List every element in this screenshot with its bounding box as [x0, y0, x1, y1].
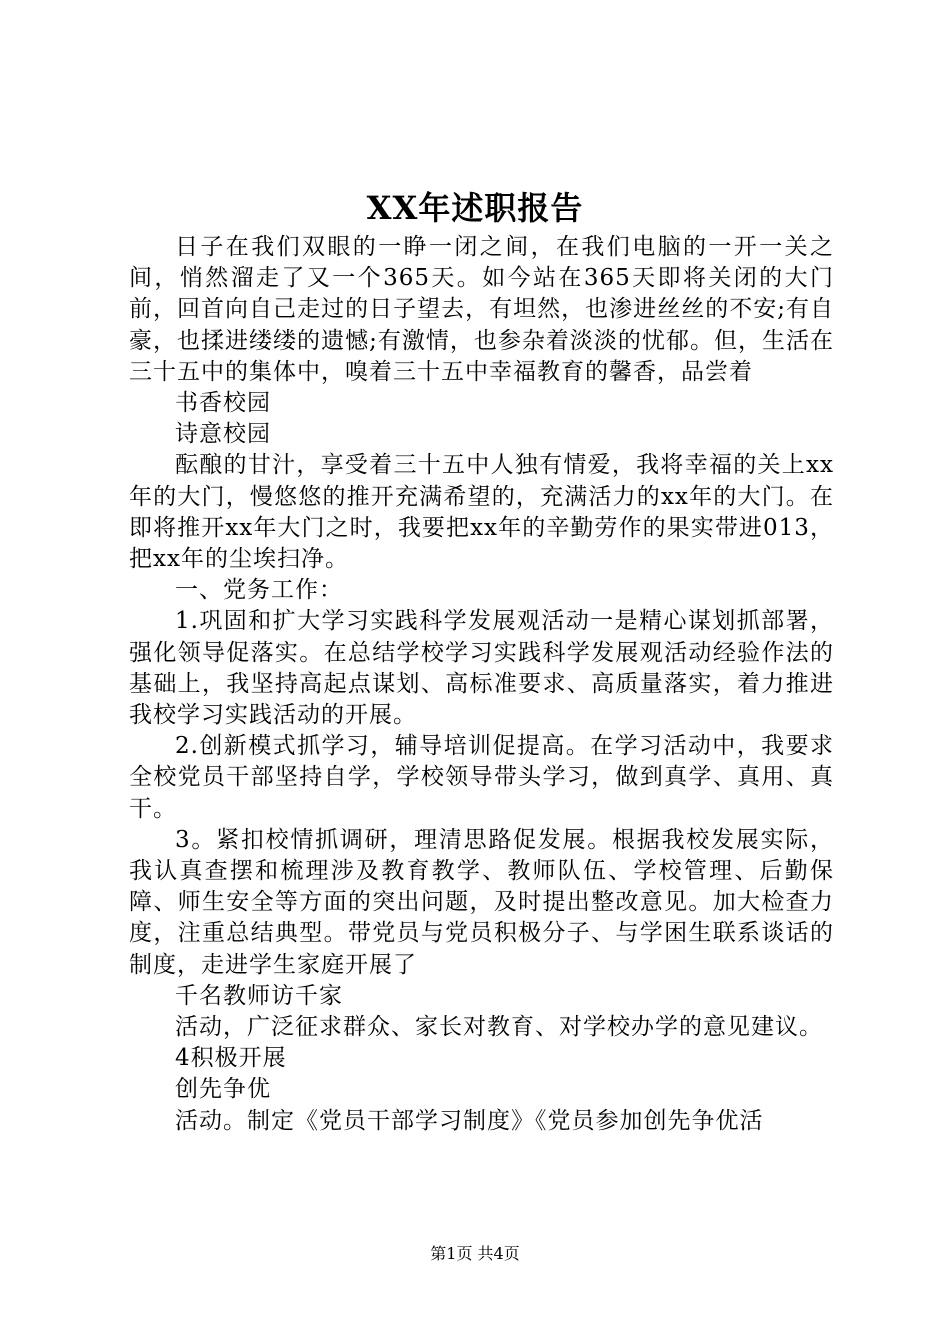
paragraph: 书香校园 [175, 390, 271, 417]
paragraph: 3。紧扣校情抓调研，理清思路促发展。根据我校发展实际，我认真查摆和梳理涉及教育教学、教师队伍、学校管理、后勤保障、师生安全等方面的突出问题，及时提出整改意见。加大检查力度，注重总结典型。带党员与党员积极分子、与学困生联系谈话的制度，走进学生家庭开展了 [129, 826, 834, 978]
document-title: XX年述职报告 [366, 189, 584, 227]
paragraph: 千名教师访千家 [175, 982, 343, 1009]
paragraph: 诗意校园 [175, 421, 271, 448]
page-indicator: 第1页 共4页 [430, 1244, 520, 1263]
paragraph: 活动。制定《党员干部学习制度》《党员参加创先争优活 [175, 1107, 764, 1134]
paragraph: 活动，广泛征求群众、家长对教育、对学校办学的意见建议。 [175, 1014, 823, 1041]
paragraph: 创先争优 [175, 1076, 271, 1103]
paragraph: 2.创新模式抓学习，辅导培训促提高。在学习活动中，我要求全校党员干部坚持自学，学校领导带头学习，做到真学、真用、真干。 [129, 733, 834, 822]
paragraph: 1.巩固和扩大学习实践科学发展观活动一是精心谋划抓部署，强化领导促落实。在总结学校学习实践科学发展观活动经验作法的基础上，我坚持高起点谋划、高标准要求、高质量落实，着力推进我校学习实践活动的开展。 [129, 608, 834, 729]
paragraph: 4积极开展 [175, 1045, 287, 1072]
paragraph: 日子在我们双眼的一睁一闭之间，在我们电脑的一开一关之间，悄然溜走了又一个365天。如今站在365天即将关闭的大门前，回首向自己走过的日子望去，有坦然，也渗进丝丝的不安;有自豪，也揉进缕缕的遗憾;有激情，也参杂着淡淡的忧郁。但，生活在三十五中的集体中，嗅着三十五中幸福教育的馨香，品尝着 [129, 234, 834, 385]
paragraph: 酝酿的甘汁，享受着三十五中人独有情爱，我将幸福的关上xx年的大门，慢悠悠的推开充满希望的，充满活力的xx年的大门。在即将推开xx年大门之时，我要把xx年的辛勤劳作的果实带进013，把xx年的尘埃扫净。 [129, 452, 834, 573]
document-body [129, 232, 834, 1137]
paragraph: 一、党务工作： [175, 577, 343, 604]
